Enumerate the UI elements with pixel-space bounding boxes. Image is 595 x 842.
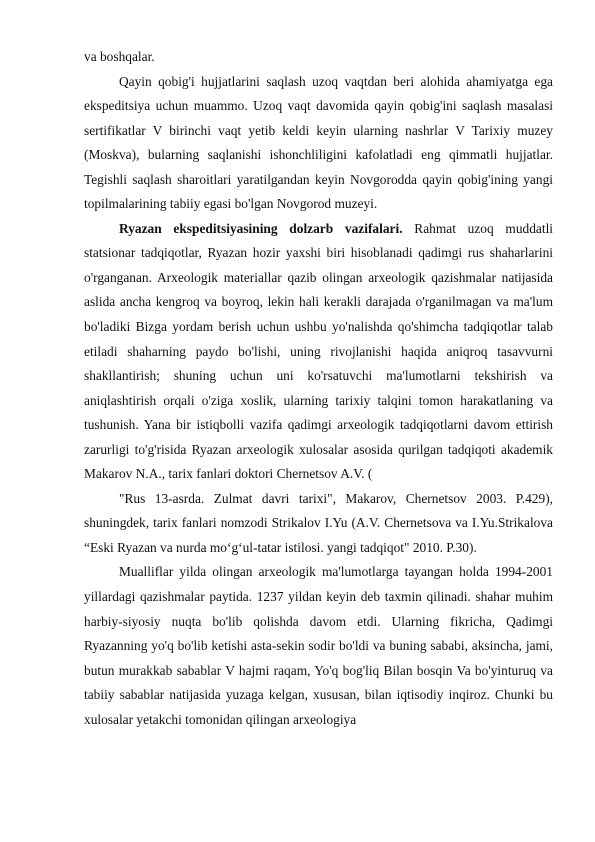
paragraph-citation: "Rus 13-asrda. Zulmat davri tarixi", Makarov, Chernetsov 2003. P.429), shuningdek, tarix fanlari nomzodi Strikalov I.Yu (A.V. Chernetsova va I.Yu.Strikalova “Eski Ryazan va nurda mo‘g‘ul-tatar istilosi. yangi tadqiqot" 2010. P.30).	[84, 490, 553, 555]
section-heading: Ryazan ekspeditsiyasining dolzarb vazifalari.	[119, 220, 403, 236]
paragraph-birch-bark-storage: Qayin qobig'i hujjatlarini saqlash uzoq vaqtdan beri alohida ahamiyatga ega ekspeditsiya uchun muammo. Uzoq vaqt davomida qayin qobig'ini saqlash masalasi sertifikatlar V birinchi vaqt yetib keldi keyin ularning nashrlar V Tarixiy muzey (Moskva), bularning saqlanishi ishonchliligini kafolatladi eng qimmatli hujjatlar. Tegishli saqlash sharoitlari yaratilgandan keyin Novgorodda qayin qobig'ining yangi topilmalarining tabiiy egasi bo'lgan Novgorod muzeyi.	[84, 73, 553, 212]
document-page	[84, 45, 553, 732]
paragraph-ryazan-tasks	[84, 217, 553, 487]
paragraph-continuation: va boshqalar.	[84, 49, 155, 64]
paragraph-authors-conclusions: Mualliflar yilda olingan arxeologik ma'lumotlarga tayangan holda 1994-2001 yillardagi qazishmalar paytida. 1237 yildan keyin deb taxmin qilinadi. shahar muhim harbiy-siyosiy nuqta bo'lib qolishda davom etdi. Ularning fikricha, Qadimgi Ryazanning yo'q bo'lib ketishi asta-sekin sodir bo'ldi va buning sababi, aksincha, jami, butun murakkab sabablar V hajmi raqam, Yo'q bog'liq Bilan bosqin Va bo'yinturuq va tabiiy sabablar natijasida yuzaga kelgan, xususan, bilan iqtisodiy inqiroz. Chunki bu xulosalar yetakchi tomonidan qilingan arxeologiya	[84, 564, 553, 727]
paragraph-ryazan-tasks-text: Rahmat uzoq muddatli statsionar tadqiqotlar, Ryazan hozir yaxshi biri hisoblanadi qadimgi rus shaharlarini o'rganganan. Arxeologik materiallar qazib olingan arxeologik qazishmalar natijasida aslida ancha kengroq va boyroq, lekin hali kerakli darajada o'rganilmagan va ma'lum bo'ladiki Bizga yordam berish uchun ushbu yo'nalishda qo'shimcha tadqiqotlar talab etiladi shaharning paydo bo'lishi, uning rivojlanishi haqida aniqroq tasavvurni shakllantirish; shuning uchun uni ko'rsatuvchi ma'lumotlarni tekshirish va aniqlashtirish orqali o'ziga xoslik, ularning tarixiy talqini tomon harakatlaning va tushunish. Yana bir istiqbolli vazifa qadimgi arxeologik tadqiqotlarni davom ettirish zarurligi to'g'risida Ryazan arxeologik xulosalar asosida qurilgan tadqiqoti akademik Makarov N.A., tarix fanlari doktori Chernetsov A.V. (	[84, 220, 554, 482]
